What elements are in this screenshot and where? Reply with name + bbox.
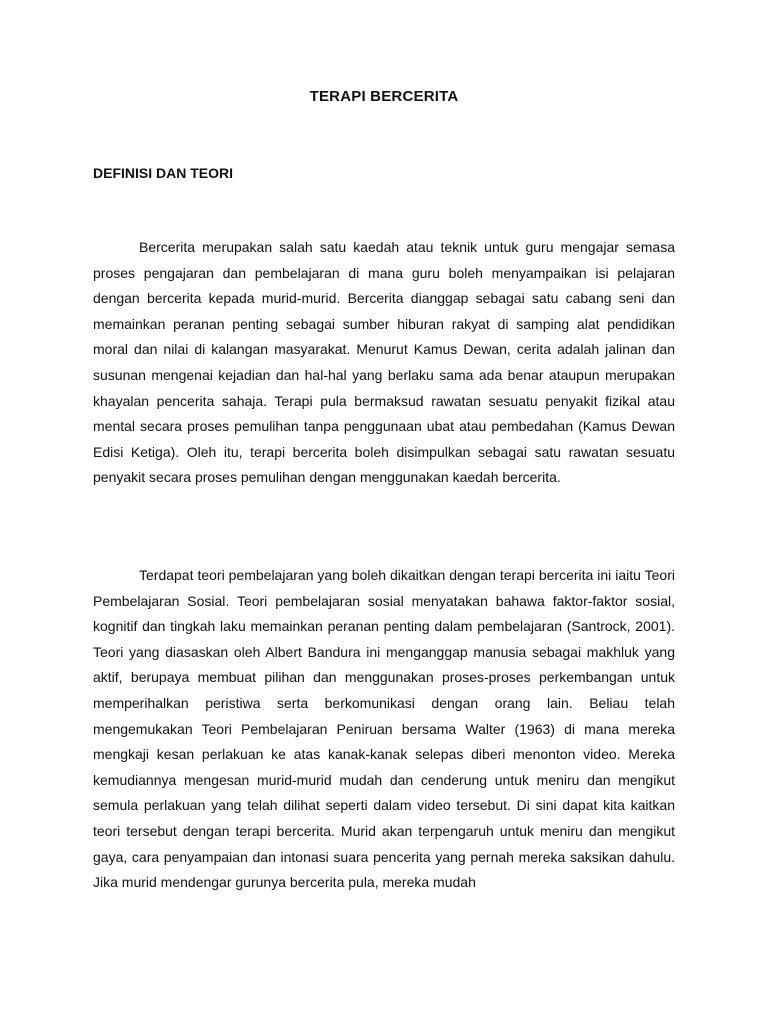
document-title: TERAPI BERCERITA — [309, 88, 459, 105]
section-heading: DEFINISI DAN TEORI — [93, 165, 234, 181]
paragraph-definition: Bercerita merupakan salah satu kaedah atau teknik untuk guru mengajar semasa proses pengajaran dan pembelajaran di mana guru boleh menyampaikan isi pelajaran dengan bercerita kepada murid-murid. Bercerita dianggap sebagai satu cabang seni dan memainkan peranan penting sebagai sumber hiburan rakyat di samping alat pendidikan moral dan nilai di kalangan masyarakat. Menurut Kamus Dewan, cerita adalah jalinan dan susunan mengenai kejadian dan hal-hal yang berlaku sama ada benar ataupun merupakan khayalan pencerita sahaja. Terapi pula bermaksud rawatan sesuatu penyakit fizikal atau mental secara proses pemulihan tanpa penggunaan ubat atau pembedahan (Kamus Dewan Edisi Ketiga). Oleh itu, terapi bercerita boleh disimpulkan sebagai satu rawatan sesuatu penyakit secara proses pemulihan dengan menggunakan kaedah bercerita. — [93, 239, 675, 486]
paragraph-theory: Terdapat teori pembelajaran yang boleh dikaitkan dengan terapi bercerita ini iaitu Teori Pembelajaran Sosial. Teori pembelajaran sosial menyatakan bahawa faktor-faktor sosial, kognitif dan tingkah laku memainkan peranan penting dalam pembelajaran (Santrock, 2001). Teori yang diasaskan oleh Albert Bandura ini menganggap manusia sebagai makhluk yang aktif, berupaya membuat pilihan dan menggunakan proses-proses perkembangan untuk memperihalkan peristiwa serta berkomunikasi dengan orang lain. Beliau telah mengemukakan Teori Pembelajaran Peniruan bersama Walter (1963) di mana mereka mengkaji kesan perlakuan ke atas kanak-kanak selepas diberi menonton video. Mereka kemudiannya mengesan murid-murid mudah dan cenderung untuk meniru dan mengikut semula perlakuan yang telah dilihat seperti dalam video tersebut. Di sini dapat kita kaitkan teori tersebut dengan terapi bercerita. Murid akan terpengaruh untuk meniru dan mengikut gaya, cara penyampaian dan intonasi suara pencerita yang pernah mereka saksikan dahulu. Jika murid mendengar gurunya bercerita pula, mereka mudah — [93, 567, 675, 891]
